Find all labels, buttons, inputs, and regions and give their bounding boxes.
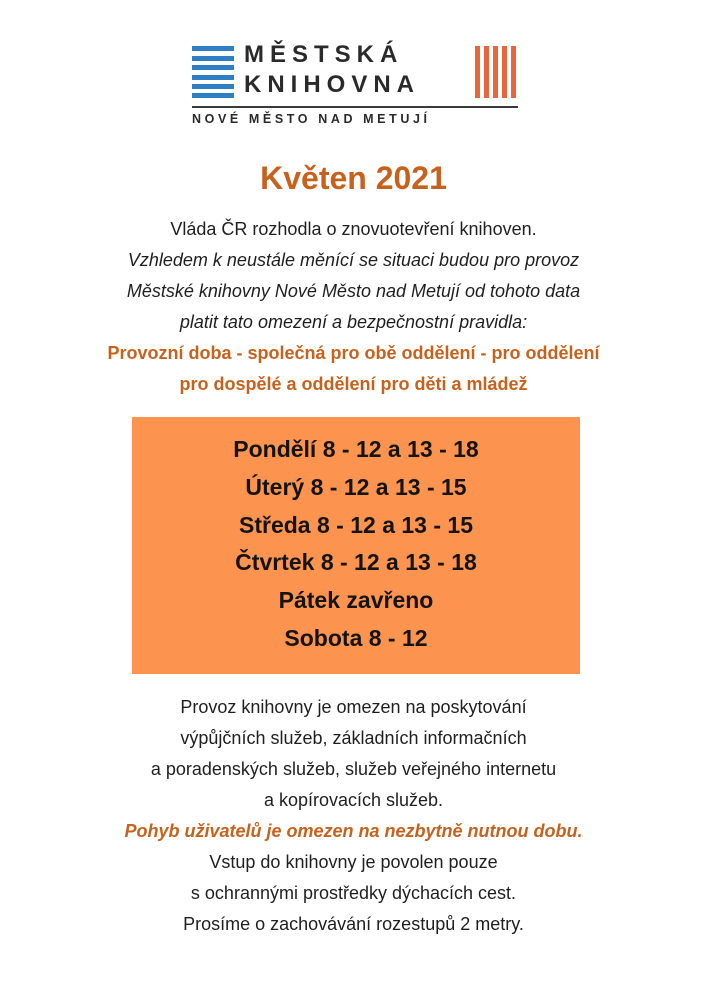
service-info	[0, 692, 707, 940]
hours-thursday: Čtvrtek 8 - 12 a 13 - 18	[235, 549, 477, 576]
info-line: Provoz knihovny je omezen na poskytování	[180, 697, 527, 717]
info-line: s ochrannými prostředky dýchacích cest.	[190, 883, 517, 903]
movement-warning: Pohyb uživatelů je omezen na nezbytně nutnou dobu.	[124, 821, 583, 841]
info-line: Vstup do knihovny je povolen pouze	[209, 852, 498, 872]
opening-hours-heading: pro dospělé a oddělení pro děti a mládež	[179, 374, 528, 394]
orange-bars-icon	[475, 46, 517, 98]
opening-hours-list	[132, 431, 580, 658]
hours-monday: Pondělí 8 - 12 a 13 - 18	[233, 436, 479, 462]
hours-tuesday: Úterý 8 - 12 a 13 - 15	[245, 473, 467, 500]
intro-line: Městské knihovny Nové Město nad Metují od tohoto data	[126, 281, 581, 301]
intro-line: platit tato omezení a bezpečnostní pravidla:	[179, 312, 528, 332]
opening-hours-box	[132, 417, 580, 674]
logo-title-line1: MĚSTSKÁ	[244, 41, 404, 68]
logo-title-line2: KNIHOVNA	[244, 71, 421, 98]
intro-text	[0, 214, 707, 400]
logo-subtitle: NOVÉ MĚSTO NAD METUJÍ	[192, 112, 431, 126]
intro-line: Vláda ČR rozhodla o znovuotevření knihoven.	[170, 219, 537, 239]
hours-wednesday: Středa 8 - 12 a 13 - 15	[239, 511, 473, 538]
info-line: Prosíme o zachovávání rozestupů 2 metry.	[183, 914, 524, 934]
hours-friday: Pátek zavřeno	[278, 587, 434, 614]
logo-divider	[192, 106, 518, 108]
intro-line: Vzhledem k neustále měnící se situaci budou pro provoz	[127, 250, 580, 270]
blue-stripes-icon	[192, 46, 234, 98]
logo-title	[244, 40, 420, 100]
info-line: a kopírovacích služeb.	[263, 790, 444, 810]
opening-hours-heading: Provozní doba - společná pro obě oddělení - pro oddělení	[107, 343, 600, 363]
hours-saturday: Sobota 8 - 12	[284, 624, 428, 651]
page-title: Květen 2021	[260, 160, 447, 196]
library-logo	[192, 41, 518, 136]
info-line: výpůjčních služeb, základních informačních	[180, 728, 527, 748]
info-line: a poradenských služeb, služeb veřejného internetu	[150, 759, 557, 779]
